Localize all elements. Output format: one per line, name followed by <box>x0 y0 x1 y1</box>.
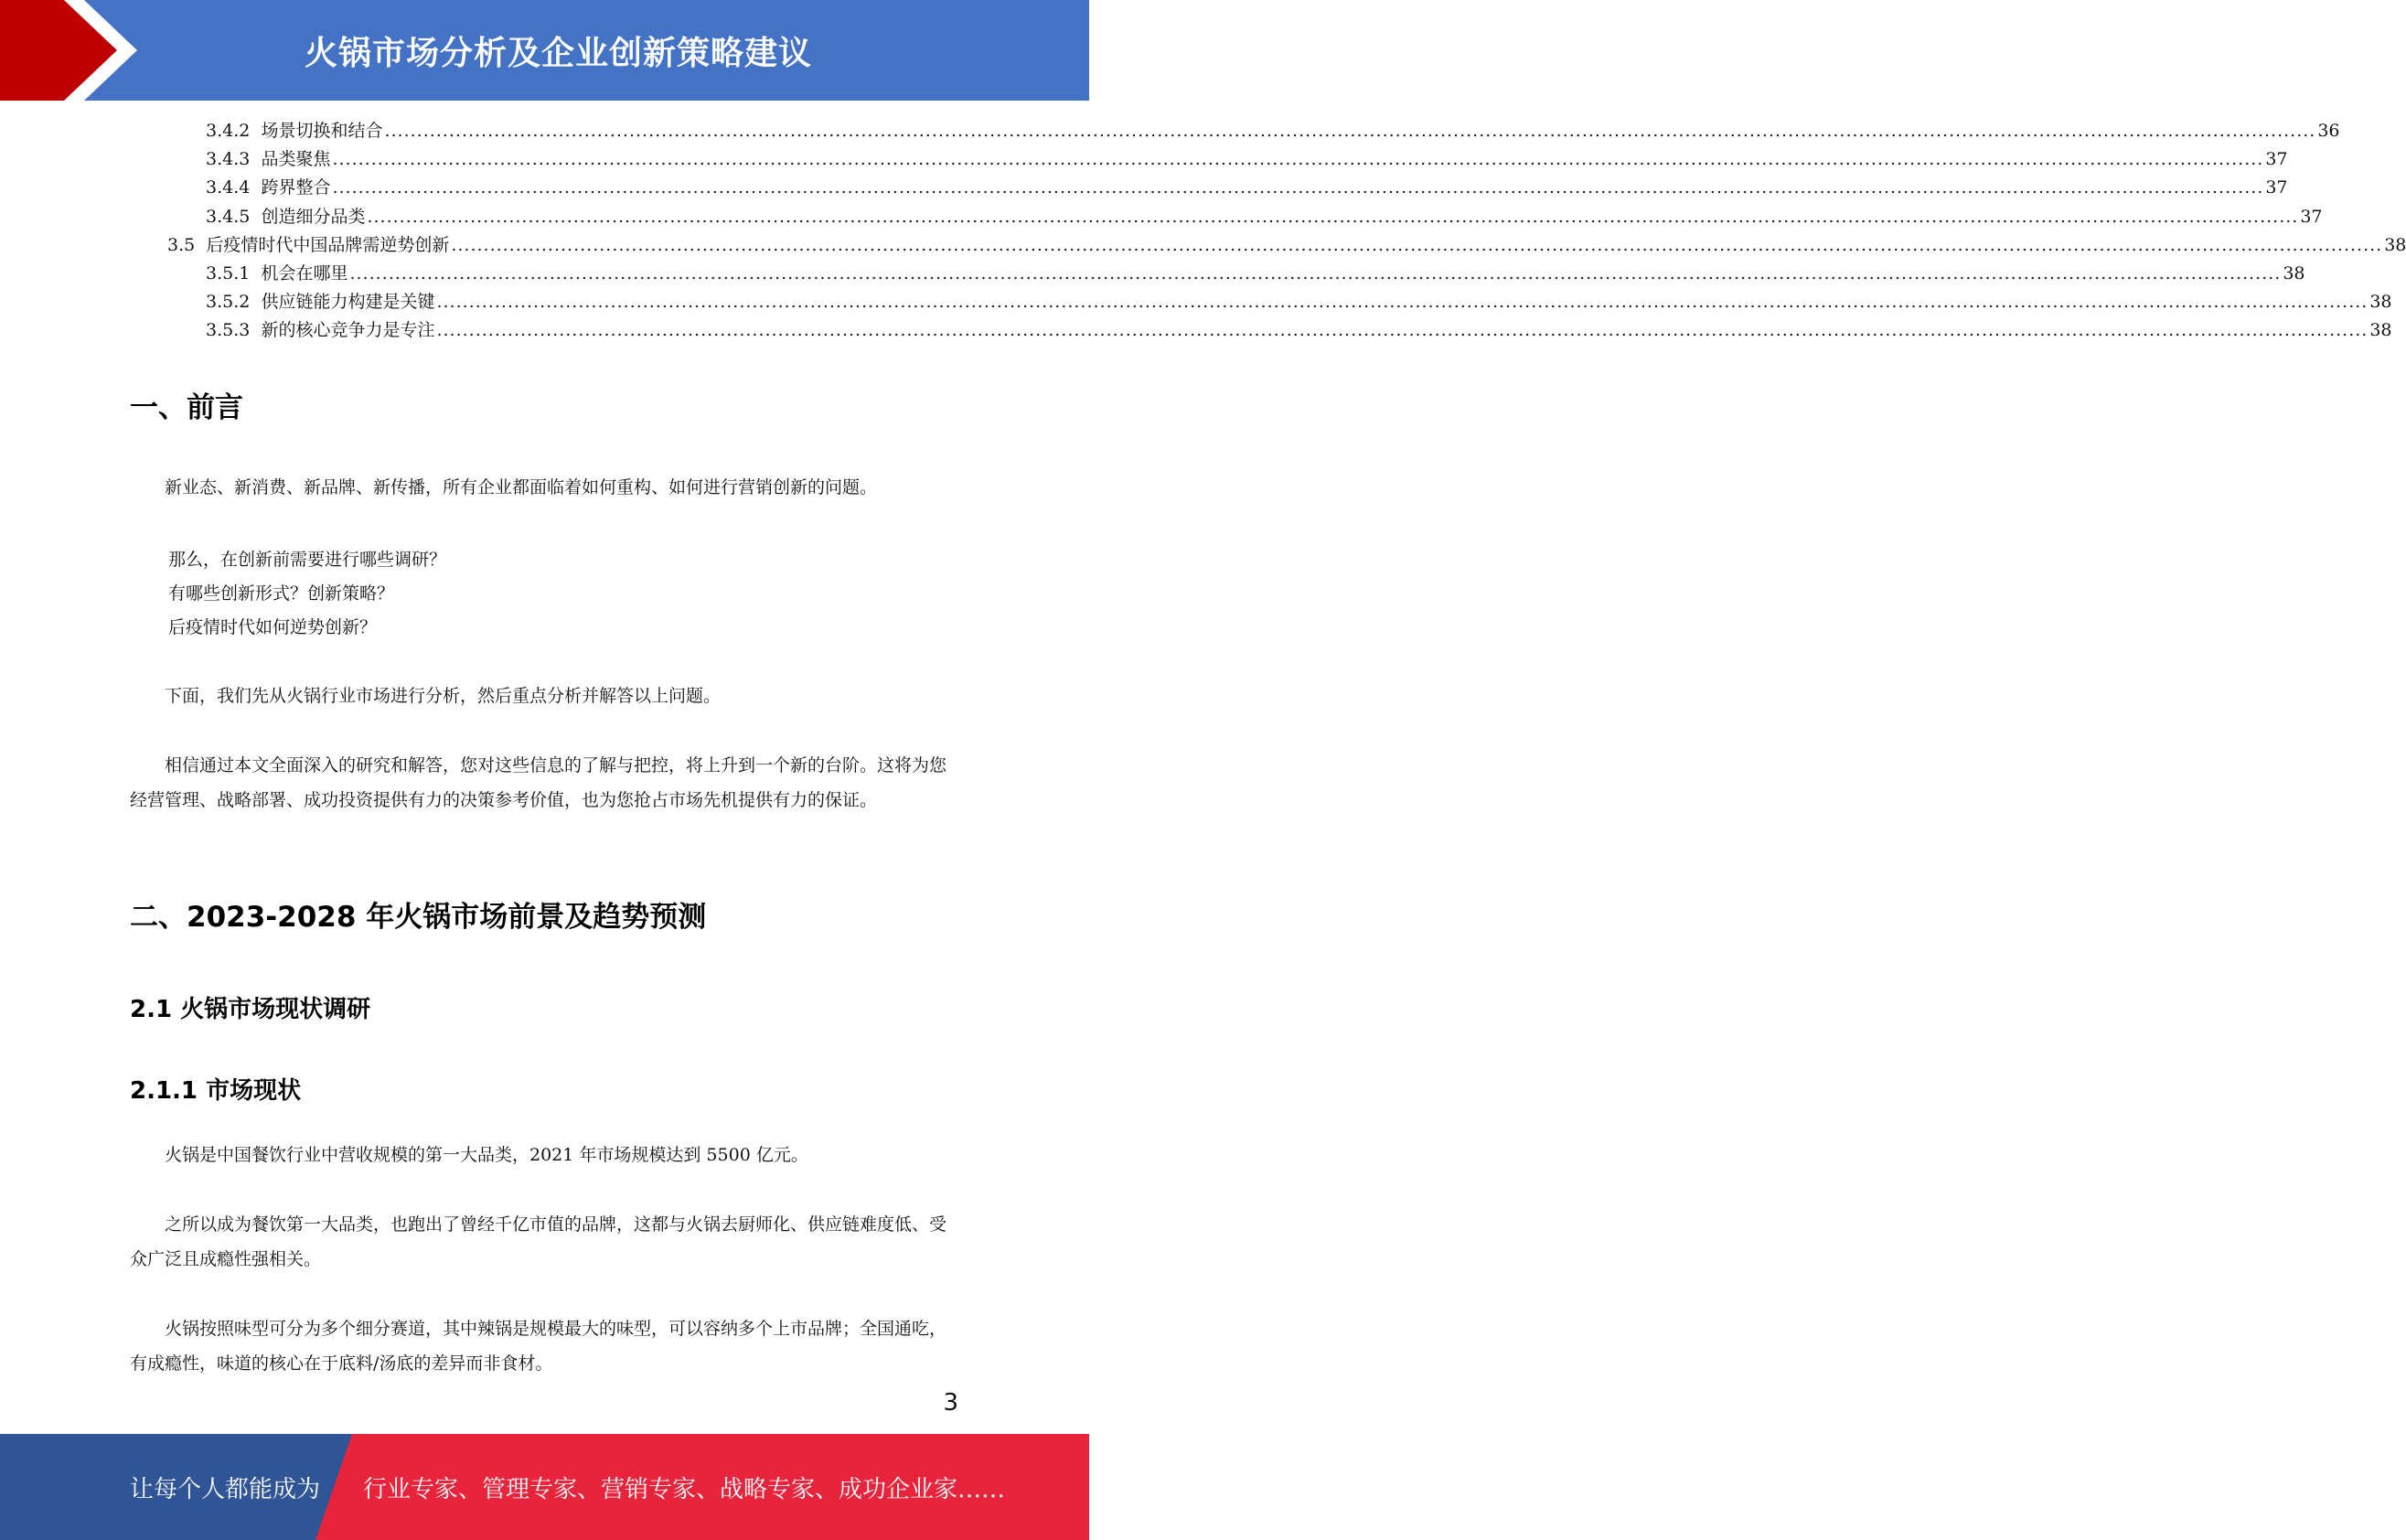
toc-entry[interactable] <box>167 117 2340 145</box>
toc-dot-leader: ............................................................................................................................................................................................................................................................................................................ <box>451 234 2383 255</box>
toc-entry-page: 37 <box>2300 206 2323 227</box>
toc-dot-leader: ............................................................................................................................................................................................................................................................................................................ <box>332 177 2264 198</box>
section-2-heading: 二、2023-2028 年火锅市场前景及趋势预测 <box>130 901 707 934</box>
toc-entry-page: 38 <box>2283 262 2305 283</box>
footer-slogan-right: 行业专家、管理专家、营销专家、战略专家、成功企业家…… <box>363 1475 1006 1503</box>
toc-entry-page: 38 <box>2369 320 2392 341</box>
document-title: 火锅市场分析及企业创新策略建议 <box>304 34 812 72</box>
toc-entry-page: 38 <box>2384 234 2406 255</box>
question-line-1: 那么，在创新前需要进行哪些调研？ <box>168 550 447 570</box>
toc-entry-label: 新的核心竞争力是专注 <box>261 320 435 341</box>
toc-entry[interactable] <box>167 203 2323 231</box>
question-line-3: 后疫情时代如何逆势创新？ <box>168 617 378 637</box>
toc-entry-number: 3.5 <box>167 234 196 255</box>
footer-slogan-left: 让每个人都能成为 <box>130 1475 321 1503</box>
toc-entry-number: 3.4.5 <box>206 206 251 227</box>
toc-entry-number: 3.4.2 <box>206 121 251 141</box>
section-2-1-heading: 2.1 火锅市场现状调研 <box>130 996 371 1023</box>
page-number: 3 <box>943 1389 958 1417</box>
page-header <box>0 0 1089 101</box>
toc-entry-number: 3.5.2 <box>206 292 251 313</box>
toc-entry-number: 3.5.1 <box>206 262 251 283</box>
toc-entry-page: 37 <box>2265 149 2288 170</box>
table-of-contents <box>167 117 2406 346</box>
toc-entry-page: 36 <box>2317 121 2340 141</box>
preface-paragraph-1: 新业态、新消费、新品牌、新传播，所有企业都面临着如何重构、如何进行营销创新的问题。 <box>165 477 878 497</box>
toc-entry[interactable] <box>167 145 2288 174</box>
toc-entry-page: 37 <box>2265 177 2288 198</box>
section-2-1-1-heading: 2.1.1 市场现状 <box>130 1077 302 1105</box>
toc-entry[interactable] <box>167 231 2406 260</box>
toc-entry-label: 创造细分品类 <box>261 206 366 227</box>
preface-heading: 一、前言 <box>130 391 243 424</box>
market-paragraph-2: 之所以成为餐饮第一大品类，也跑出了曾经千亿市值的品牌，这都与火锅去厨师化、供应链难度低、受众广泛且成瘾性强相关。 <box>130 1214 947 1269</box>
toc-entry-number: 3.4.4 <box>206 177 251 198</box>
page-footer <box>0 1434 1089 1540</box>
toc-dot-leader: ............................................................................................................................................................................................................................................................................................................ <box>436 320 2369 341</box>
toc-dot-leader: ............................................................................................................................................................................................................................................................................................................ <box>384 121 2316 141</box>
toc-entry[interactable] <box>167 174 2288 202</box>
toc-entry-page: 38 <box>2369 292 2392 313</box>
toc-dot-leader: ............................................................................................................................................................................................................................................................................................................ <box>332 149 2264 170</box>
toc-dot-leader: ............................................................................................................................................................................................................................................................................................................ <box>436 292 2369 313</box>
toc-entry-label: 场景切换和结合 <box>261 121 383 141</box>
toc-entry[interactable] <box>167 316 2392 345</box>
toc-entry[interactable] <box>167 260 2305 288</box>
toc-entry[interactable] <box>167 288 2392 316</box>
toc-entry-label: 后疫情时代中国品牌需逆势创新 <box>206 234 450 255</box>
toc-entry-label: 跨界整合 <box>261 177 331 198</box>
toc-entry-label: 机会在哪里 <box>261 262 348 283</box>
market-paragraph-3: 火锅按照味型可分为多个细分赛道，其中辣锅是规模最大的味型，可以容纳多个上市品牌；全国通吃，有成瘾性，味道的核心在于底料/汤底的差异而非食材。 <box>130 1319 947 1374</box>
toc-entry-number: 3.4.3 <box>206 149 251 170</box>
preface-paragraph-2: 下面，我们先从火锅行业市场进行分析，然后重点分析并解答以上问题。 <box>165 686 722 706</box>
toc-entry-number: 3.5.3 <box>206 320 251 341</box>
preface-paragraph-3: 相信通过本文全面深入的研究和解答，您对这些信息的了解与把控，将上升到一个新的台阶。这将为您经营管理、战略部署、成功投资提供有力的决策参考价值，也为您抢占市场先机提供有力的保证。 <box>130 755 947 810</box>
toc-entry-label: 品类聚焦 <box>261 149 331 170</box>
question-line-2: 有哪些创新形式？创新策略？ <box>168 583 395 604</box>
toc-entry-label: 供应链能力构建是关键 <box>261 292 435 313</box>
toc-dot-leader: ............................................................................................................................................................................................................................................................................................................ <box>349 262 2282 283</box>
toc-dot-leader: ............................................................................................................................................................................................................................................................................................................ <box>367 206 2299 227</box>
market-paragraph-1: 火锅是中国餐饮行业中营收规模的第一大品类，2021 年市场规模达到 5500 亿元。 <box>165 1145 808 1165</box>
